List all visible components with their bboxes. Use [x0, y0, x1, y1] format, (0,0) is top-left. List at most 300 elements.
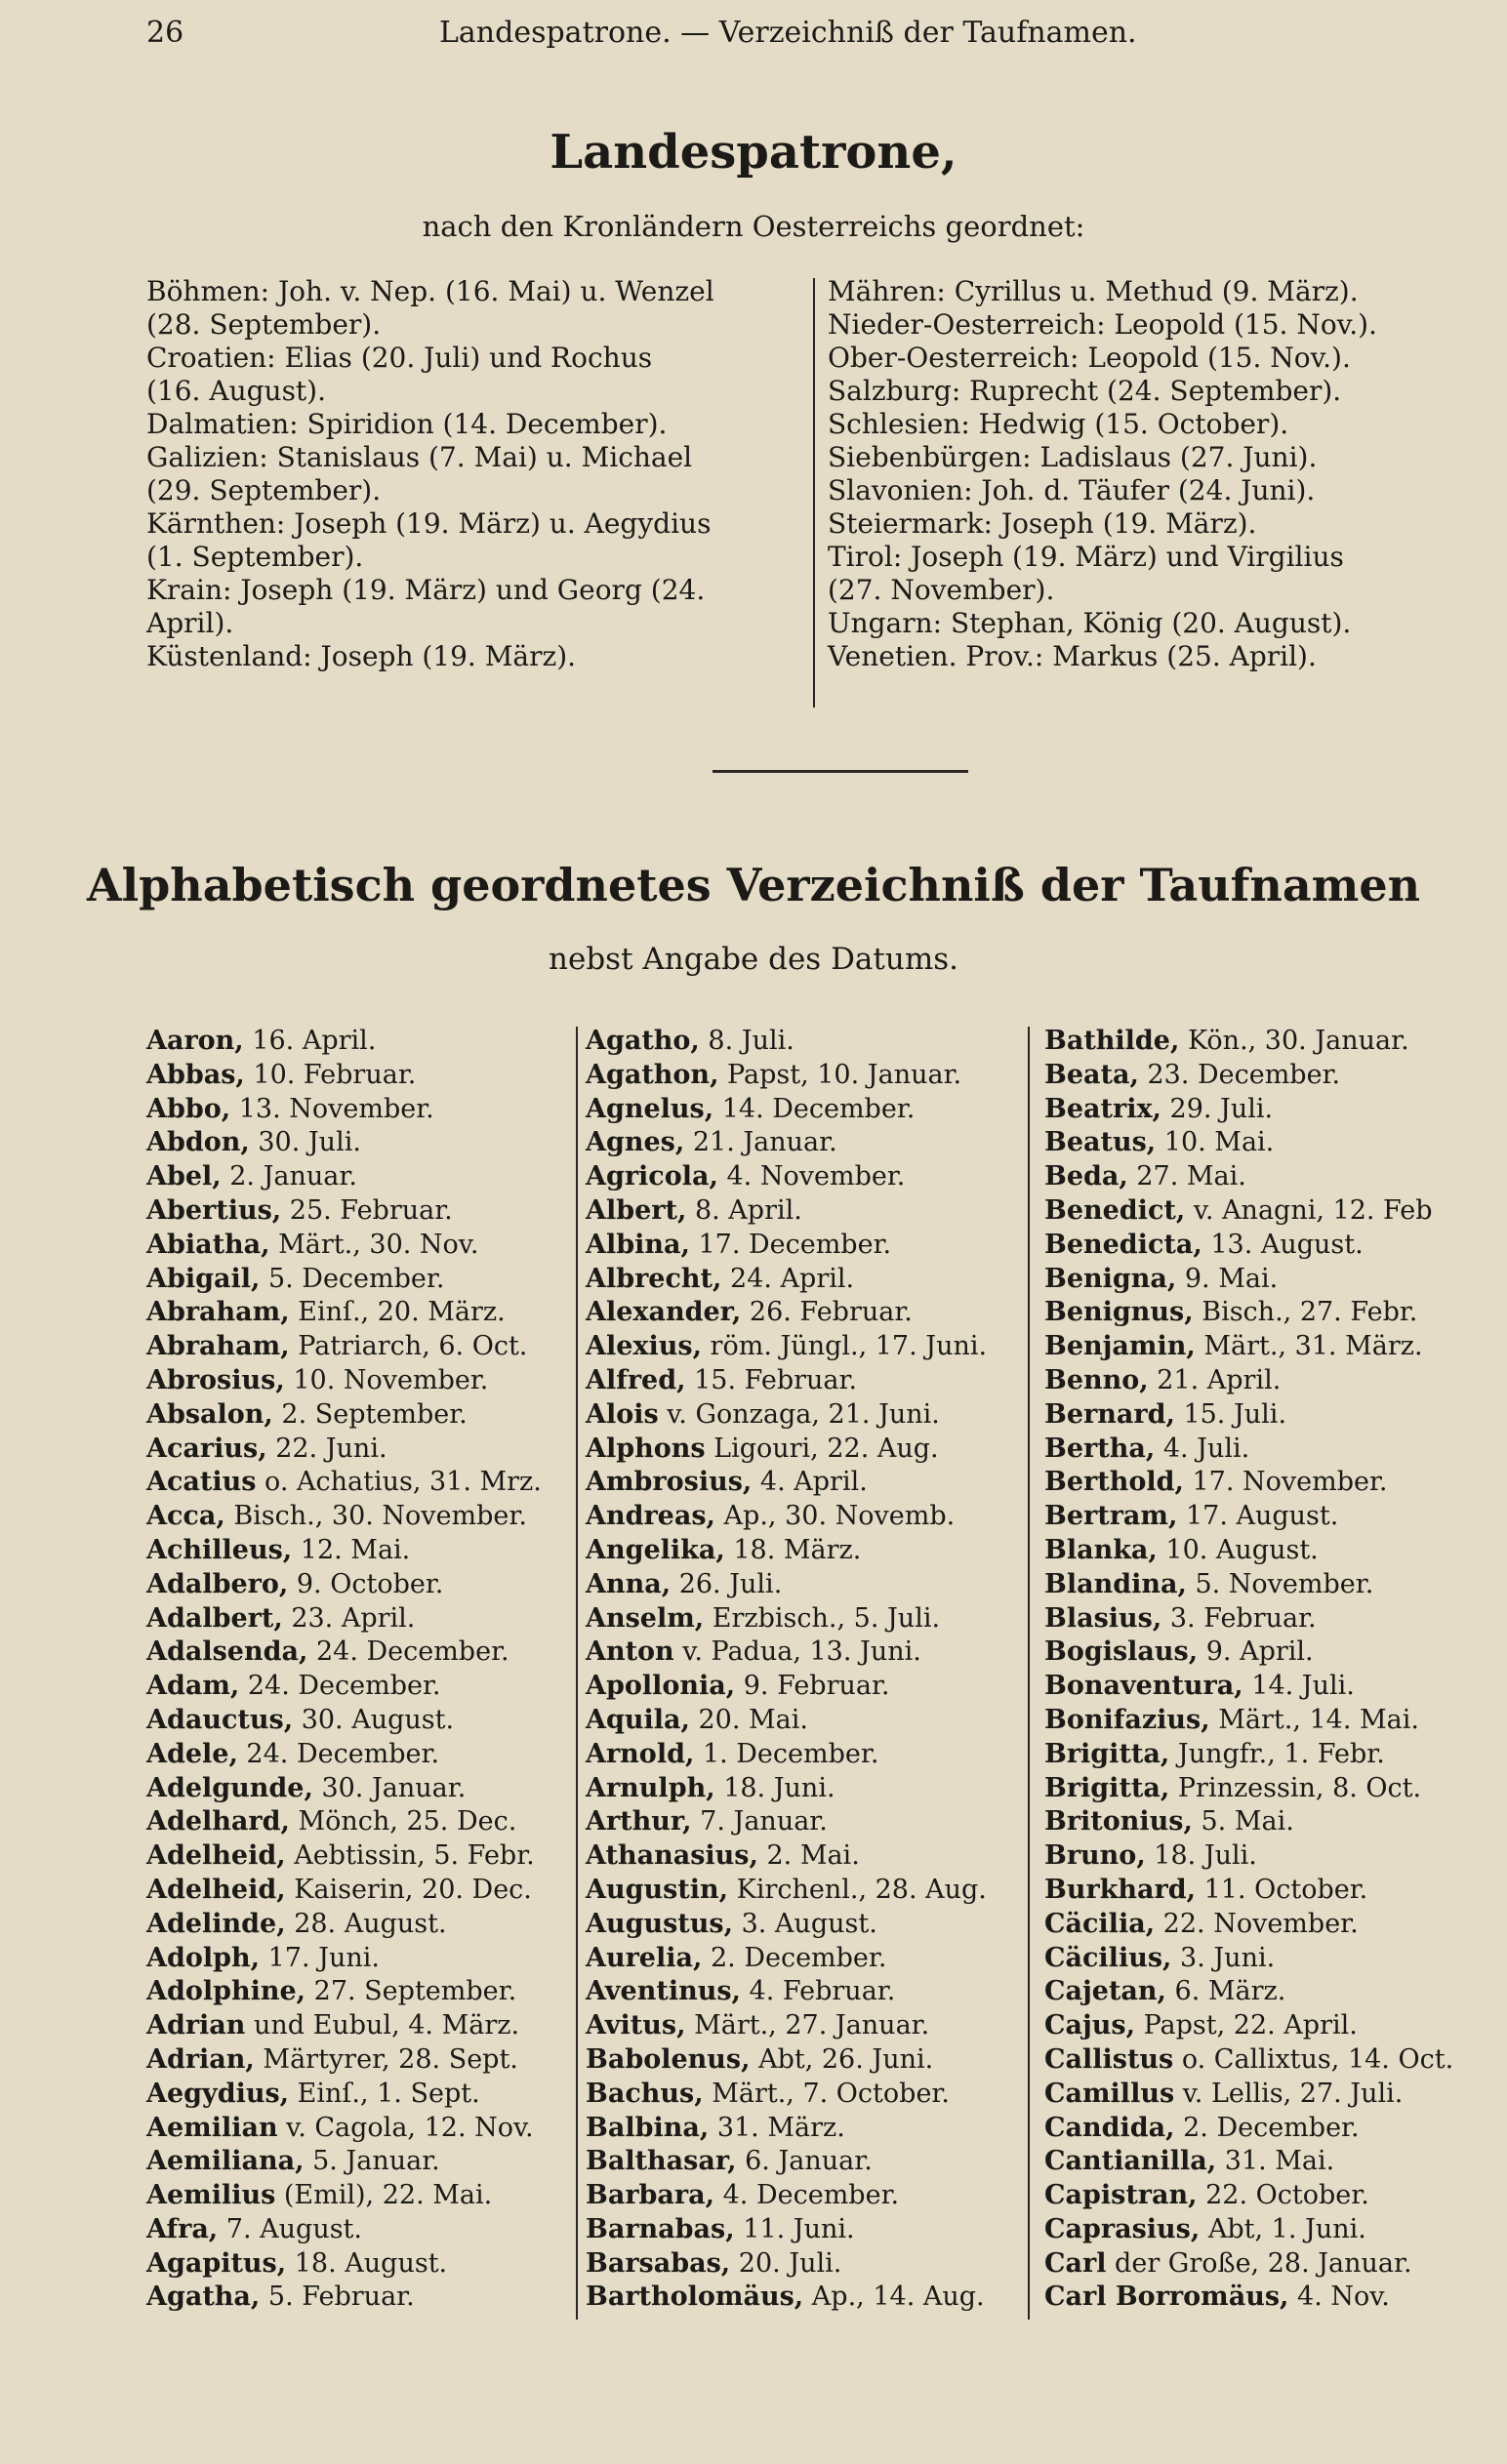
- register-entry: [1044, 1805, 1484, 1839]
- register-entry: [586, 1398, 1015, 1433]
- register-entry: [586, 1704, 1015, 1738]
- entry-name: Cäcilius,: [1044, 1942, 1172, 1973]
- register-entry: [1044, 2179, 1484, 2213]
- entry-name: Anton: [586, 1636, 674, 1668]
- register-entry: [1044, 1908, 1484, 1942]
- patron-line: Böhmen: Joh. v. Nep. (16. Mai) u. Wenzel: [146, 275, 714, 307]
- entry-date: Kaiserin, 20. Dec.: [285, 1874, 532, 1905]
- entry-date: 5. November.: [1186, 1568, 1374, 1599]
- patron-line: Tirol: Joseph (19. März) und Virgilius: [828, 541, 1344, 573]
- entry-date: Märt., 7. October.: [703, 2078, 950, 2109]
- register-entry: [1044, 1160, 1484, 1194]
- register-entry: [146, 1568, 576, 1602]
- entry-date: 23. April.: [282, 1602, 416, 1634]
- entry-name: Acca,: [146, 1501, 225, 1532]
- register-entry: [146, 1330, 576, 1364]
- entry-name: Anna,: [586, 1568, 672, 1599]
- register-entry: [1044, 1229, 1484, 1263]
- entry-name: Agnelus,: [586, 1093, 714, 1124]
- entry-name: Absalon,: [146, 1398, 273, 1430]
- entry-date: 4. December.: [714, 2180, 900, 2211]
- entry-name: Benedict,: [1044, 1194, 1186, 1226]
- register-entry: [586, 1942, 1015, 1976]
- entry-date: 22. October.: [1197, 2180, 1369, 2211]
- entry-date: 3. Juni.: [1171, 1942, 1276, 1973]
- running-header: [146, 10, 1493, 59]
- entry-date: 5. December.: [260, 1263, 445, 1294]
- entry-name: Bonifazius,: [1044, 1704, 1210, 1735]
- entry-date: 4. Nov.: [1288, 2282, 1390, 2313]
- entry-name: Adrian: [146, 2010, 246, 2041]
- entry-name: Augustus,: [586, 1908, 733, 1939]
- entry-name: Abraham,: [146, 1297, 290, 1328]
- entry-name: Alexius,: [586, 1331, 702, 1362]
- entry-date: 2. December.: [702, 1942, 887, 1973]
- entry-name: Burkhard,: [1044, 1874, 1197, 1905]
- register-entry: [1044, 2213, 1484, 2247]
- entry-date: 6. Januar.: [736, 2146, 873, 2177]
- entry-date: Aebtissin, 5. Febr.: [285, 1840, 535, 1872]
- entry-name: Brigitta,: [1044, 1738, 1170, 1769]
- register-entry: [146, 1398, 576, 1433]
- register-entry: [1044, 1126, 1484, 1160]
- entry-name: Aquila,: [586, 1704, 690, 1735]
- entry-date: Papst, 10. Januar.: [718, 1059, 962, 1090]
- register-entry: [146, 1364, 576, 1398]
- entry-date: Bisch., 27. Febr.: [1193, 1297, 1418, 1328]
- entry-date: 9. April.: [1198, 1636, 1314, 1668]
- entry-date: 1. December.: [694, 1738, 879, 1769]
- patron-line: Croatien: Elias (20. Juli) und Rochus: [146, 342, 653, 374]
- entry-date: 8. April.: [686, 1194, 802, 1226]
- register-entry: [586, 1194, 1015, 1229]
- entry-name: Benjamin,: [1044, 1331, 1196, 1362]
- entry-name: Bernard,: [1044, 1398, 1175, 1430]
- entry-name: Abbo,: [146, 1093, 231, 1124]
- entry-date: 4. April.: [752, 1467, 868, 1498]
- register-entry: [586, 1738, 1015, 1772]
- patron-line: (27. November).: [828, 574, 1055, 606]
- entry-date: Märt., 31. März.: [1195, 1331, 1423, 1362]
- entry-date: v. Gonzaga, 21. Juni.: [658, 1398, 940, 1430]
- entry-date: Erzbisch., 5. Juli.: [704, 1602, 941, 1634]
- entry-name: Blandina,: [1044, 1568, 1187, 1599]
- entry-date: 17. December.: [689, 1229, 892, 1260]
- entry-name: Bertha,: [1044, 1433, 1156, 1464]
- register-entry: [146, 2179, 576, 2213]
- entry-name: Acarius,: [146, 1433, 267, 1464]
- entry-name: Adelhard,: [146, 1806, 290, 1838]
- register-entry: [1044, 1059, 1484, 1093]
- entry-name: Abertius,: [146, 1194, 282, 1226]
- register-entry: [1044, 2112, 1484, 2146]
- entry-name: Abel,: [146, 1161, 222, 1192]
- register-entry: [146, 2145, 576, 2179]
- entry-date: 4. November.: [717, 1161, 906, 1192]
- entry-date: 14. Juli.: [1242, 1671, 1355, 1702]
- entry-name: Babolenus,: [586, 2043, 751, 2075]
- entry-date: 24. December.: [237, 1738, 440, 1769]
- entry-name: Alois: [586, 1398, 659, 1430]
- register-entry: [1044, 1874, 1484, 1908]
- patron-line: Krain: Joseph (19. März) und Georg (24.: [146, 574, 706, 606]
- entry-name: Arnold,: [586, 1738, 695, 1769]
- entry-date: 26. Juli.: [671, 1568, 783, 1599]
- patron-line: Dalmatien: Spiridion (14. December).: [146, 408, 668, 440]
- register-entry: [146, 1874, 576, 1908]
- entry-name: Adelgunde,: [146, 1772, 313, 1803]
- entry-date: 14. December.: [713, 1093, 916, 1124]
- entry-date: Einſ., 20. März.: [289, 1297, 506, 1328]
- entry-name: Callistus: [1044, 2043, 1174, 2075]
- entry-date: 11. October.: [1196, 1874, 1368, 1905]
- entry-name: Blasius,: [1044, 1602, 1162, 1634]
- entry-date: 21. Januar.: [684, 1127, 837, 1158]
- register-entry: [146, 2112, 576, 2146]
- entry-name: Berthold,: [1044, 1467, 1184, 1498]
- patron-line: Galizien: Stanislaus (7. Mai) u. Michael: [146, 441, 693, 473]
- entry-date: 2. Januar.: [221, 1161, 357, 1192]
- entry-name: Balbina,: [586, 2112, 710, 2143]
- running-title: Landespatrone. — Verzeichniß der Taufnamen.: [439, 16, 1137, 50]
- entry-name: Agatho,: [586, 1026, 700, 1056]
- entry-name: Apollonia,: [586, 1671, 736, 1702]
- register-entry: [1044, 2281, 1484, 2315]
- entry-date: 3. Februar.: [1161, 1602, 1317, 1634]
- entry-date: 5. Januar.: [304, 2146, 440, 2177]
- register-entry: [146, 1296, 576, 1330]
- entry-name: Aemilian: [146, 2112, 278, 2143]
- entry-date: 4. Februar.: [740, 1976, 896, 2007]
- entry-name: Agathon,: [586, 1059, 719, 1090]
- entry-date: 22. November.: [1155, 1908, 1359, 1939]
- patrons-subtitle: nach den Kronländern Oesterreichs geordnet:: [422, 210, 1085, 243]
- entry-date: Papst, 22. April.: [1134, 2010, 1358, 2041]
- register-entry: [146, 1160, 576, 1194]
- entry-date: 30. Juli.: [249, 1127, 361, 1158]
- register-entry: [146, 1839, 576, 1874]
- entry-name: Bruno,: [1044, 1840, 1146, 1872]
- register-entry: [146, 1126, 576, 1160]
- register-entry: [1044, 2043, 1484, 2078]
- entry-name: Bachus,: [586, 2078, 704, 2109]
- register-entry: [146, 1738, 576, 1772]
- register-entry: [586, 1126, 1015, 1160]
- entry-date: 24. December.: [307, 1636, 509, 1668]
- entry-name: Britonius,: [1044, 1806, 1193, 1838]
- entry-date: 10. Februar.: [244, 1059, 417, 1090]
- register-entry: [1044, 2078, 1484, 2112]
- register-entry: [586, 1025, 1015, 1059]
- entry-name: Aegydius,: [146, 2078, 290, 2109]
- entry-name: Barsabas,: [586, 2247, 731, 2279]
- register-entry: [586, 1874, 1015, 1908]
- entry-name: Adalsenda,: [146, 1636, 308, 1668]
- entry-name: Abdon,: [146, 1127, 250, 1158]
- entry-name: Blanka,: [1044, 1534, 1158, 1565]
- register-entry: [1044, 1772, 1484, 1806]
- patron-line: Mähren: Cyrillus u. Methud (9. März).: [828, 275, 1359, 307]
- entry-date: 9. October.: [288, 1568, 444, 1599]
- entry-date: und Eubul, 4. März.: [245, 2010, 520, 2041]
- entry-date: 9. Mai.: [1176, 1263, 1279, 1294]
- register-entry: [586, 2078, 1015, 2112]
- patron-line: (1. September).: [146, 541, 364, 573]
- entry-date: 18. März.: [724, 1534, 862, 1565]
- entry-date: Märt., 30. Nov.: [269, 1229, 479, 1260]
- register-entry: [1044, 1263, 1484, 1297]
- entry-date: o. Achatius, 31. Mrz.: [256, 1467, 542, 1498]
- register-entry: [586, 1296, 1015, 1330]
- entry-date: 10. Mai.: [1156, 1127, 1275, 1158]
- register-entry: [146, 2247, 576, 2282]
- register-entry: [146, 1466, 576, 1500]
- entry-date: 5. Februar.: [260, 2282, 415, 2313]
- register-title: Alphabetisch geordnetes Verzeichniß der Taufnamen: [86, 859, 1421, 911]
- register-entry: [146, 1093, 576, 1127]
- register-entry: [1044, 1534, 1484, 1568]
- register-entry: [1044, 1194, 1484, 1229]
- entry-date: 3. August.: [733, 1908, 877, 1939]
- entry-name: Avitus,: [586, 2010, 686, 2041]
- entry-date: 20. Juli.: [730, 2247, 842, 2279]
- entry-name: Bertram,: [1044, 1501, 1178, 1532]
- patron-line: (29. September).: [146, 474, 382, 506]
- register-entry: [146, 2009, 576, 2043]
- entry-date: Kirchenl., 28. Aug.: [728, 1874, 987, 1905]
- register-entry: [586, 2281, 1015, 2315]
- entry-date: Patriarch, 6. Oct.: [289, 1331, 528, 1362]
- entry-date: v. Cagola, 12. Nov.: [277, 2112, 534, 2143]
- entry-name: Benigna,: [1044, 1263, 1177, 1294]
- entry-name: Adolphine,: [146, 1976, 306, 2007]
- entry-date: 7. August.: [218, 2213, 362, 2244]
- patrons-divider: [813, 278, 815, 707]
- entry-name: Albina,: [586, 1229, 690, 1260]
- entry-name: Beatrix,: [1044, 1093, 1161, 1124]
- entry-date: 4. Juli.: [1155, 1433, 1250, 1464]
- entry-name: Abraham,: [146, 1331, 290, 1362]
- entry-date: Mönch, 25. Dec.: [289, 1806, 517, 1838]
- register-entry: [1044, 1398, 1484, 1433]
- register-entry: [586, 1500, 1015, 1534]
- patron-line: (16. August).: [146, 375, 327, 407]
- entry-name: Adelinde,: [146, 1908, 286, 1939]
- entry-date: 16. April.: [243, 1026, 377, 1056]
- entry-date: 30. Januar.: [312, 1772, 467, 1803]
- entry-date: 25. Februar.: [281, 1194, 453, 1226]
- entry-date: 23. December.: [1138, 1059, 1341, 1090]
- patron-line: Kärnthen: Joseph (19. März) u. Aegydius: [146, 507, 712, 540]
- entry-date: 2. September.: [272, 1398, 468, 1430]
- entry-name: Adelheid,: [146, 1840, 286, 1872]
- register-entry: [1044, 1839, 1484, 1874]
- register-entry: [586, 1364, 1015, 1398]
- patron-line: Steiermark: Joseph (19. März).: [828, 507, 1257, 540]
- entry-date: 15. Februar.: [685, 1364, 858, 1395]
- register-entry: [1044, 1670, 1484, 1704]
- entry-name: Abrosius,: [146, 1364, 285, 1395]
- register-entry: [1044, 1364, 1484, 1398]
- register-entry: [146, 1602, 576, 1636]
- entry-date: 17. Juni.: [260, 1942, 380, 1973]
- register-entry: [586, 2043, 1015, 2078]
- entry-name: Adelheid,: [146, 1874, 286, 1905]
- register-entry: [586, 2112, 1015, 2146]
- entry-name: Alexander,: [586, 1297, 742, 1328]
- entry-name: Adolph,: [146, 1942, 261, 1973]
- register-entry: [146, 1772, 576, 1806]
- patron-line: Salzburg: Ruprecht (24. September).: [828, 375, 1342, 407]
- register-entry: [146, 1433, 576, 1467]
- entry-date: 18. August.: [286, 2247, 448, 2279]
- register-entry: [1044, 2247, 1484, 2282]
- entry-name: Abbas,: [146, 1059, 245, 1090]
- entry-date: v. Anagni, 12. Feb: [1185, 1194, 1433, 1226]
- entry-name: Candida,: [1044, 2112, 1175, 2143]
- register-entry: [146, 2213, 576, 2247]
- entry-date: v. Lellis, 27. Juli.: [1174, 2078, 1404, 2109]
- entry-name: Aemiliana,: [146, 2146, 305, 2177]
- patron-line: Schlesien: Hedwig (15. October).: [828, 408, 1289, 440]
- register-entry: [586, 1908, 1015, 1942]
- entry-date: 17. August.: [1177, 1501, 1339, 1532]
- register-column-3: [1044, 1025, 1484, 2315]
- register-entry: [146, 1194, 576, 1229]
- entry-name: Bartholomäus,: [586, 2282, 804, 2313]
- register-entry: [1044, 1330, 1484, 1364]
- entry-date: 11. Juni.: [734, 2213, 855, 2244]
- entry-date: 28. August.: [285, 1908, 447, 1939]
- entry-name: Adele,: [146, 1738, 238, 1769]
- patron-line: Siebenbürgen: Ladislaus (27. Juni).: [828, 441, 1318, 473]
- register-subtitle: nebst Angabe des Datums.: [549, 942, 958, 977]
- entry-name: Aaron,: [146, 1026, 244, 1056]
- entry-name: Agapitus,: [146, 2247, 287, 2279]
- entry-date: Einſ., 1. Sept.: [289, 2078, 480, 2109]
- register-entry: [146, 2043, 576, 2078]
- register-entry: [586, 2179, 1015, 2213]
- section-rule: [713, 770, 968, 773]
- entry-date: 9. Februar.: [735, 1671, 890, 1702]
- register-entry: [146, 1942, 576, 1976]
- register-entry: [586, 1160, 1015, 1194]
- register-entry: [586, 2213, 1015, 2247]
- register-entry: [586, 1839, 1015, 1874]
- entry-name: Angelika,: [586, 1534, 725, 1565]
- register-entry: [586, 1433, 1015, 1467]
- entry-name: Anselm,: [586, 1602, 705, 1634]
- patron-line: (28. September).: [146, 308, 382, 341]
- entry-name: Beatus,: [1044, 1127, 1157, 1158]
- patron-line: Ober-Oesterreich: Leopold (15. Nov.).: [828, 342, 1351, 374]
- register-entry: [1044, 1025, 1484, 1059]
- entry-date: der Große, 28. Januar.: [1106, 2247, 1412, 2279]
- entry-name: Achilleus,: [146, 1534, 293, 1565]
- register-entry: [586, 1093, 1015, 1127]
- patron-line: April).: [146, 607, 234, 639]
- entry-name: Adrian,: [146, 2043, 255, 2075]
- register-entry: [146, 1805, 576, 1839]
- entry-name: Arnulph,: [586, 1772, 715, 1803]
- column-divider: [576, 1027, 578, 2320]
- entry-name: Alfred,: [586, 1364, 686, 1395]
- entry-date: 17. November.: [1183, 1467, 1388, 1498]
- entry-date: Ligouri, 22. Aug.: [705, 1433, 939, 1464]
- entry-date: 31. März.: [709, 2112, 845, 2143]
- register-entry: [146, 1975, 576, 2009]
- entry-date: Abt, 1. Juni.: [1200, 2213, 1366, 2244]
- register-entry: [586, 1772, 1015, 1806]
- entry-date: 7. Januar.: [691, 1806, 828, 1838]
- entry-date: Abt, 26. Juni.: [750, 2043, 934, 2075]
- register-column-1: [146, 1025, 576, 2315]
- entry-name: Cajetan,: [1044, 1976, 1166, 2007]
- register-entry: [586, 1568, 1015, 1602]
- register-entry: [1044, 1975, 1484, 2009]
- patron-line: Ungarn: Stephan, König (20. August).: [828, 607, 1352, 639]
- entry-name: Beda,: [1044, 1161, 1128, 1192]
- register-entry: [1044, 1704, 1484, 1738]
- entry-name: Carl Borromäus,: [1044, 2282, 1289, 2313]
- register-entry: [586, 1670, 1015, 1704]
- entry-date: o. Callixtus, 14. Oct.: [1173, 2043, 1454, 2075]
- patron-line: Slavonien: Joh. d. Täufer (24. Juni).: [828, 474, 1316, 506]
- entry-name: Cantianilla,: [1044, 2146, 1217, 2177]
- entry-date: 27. Mai.: [1127, 1161, 1246, 1192]
- entry-name: Balthasar,: [586, 2146, 737, 2177]
- register-entry: [146, 1229, 576, 1263]
- register-entry: [586, 1636, 1015, 1670]
- register-entry: [1044, 1602, 1484, 1636]
- register-entry: [146, 1059, 576, 1093]
- entry-date: Prinzessin, 8. Oct.: [1169, 1772, 1422, 1803]
- entry-name: Ambrosius,: [586, 1467, 753, 1498]
- register-entry: [586, 2247, 1015, 2282]
- register-entry: [1044, 1738, 1484, 1772]
- entry-date: 18. Juli.: [1145, 1840, 1257, 1872]
- entry-date: 20. Mai.: [689, 1704, 808, 1735]
- patron-line: Küstenland: Joseph (19. März).: [146, 640, 577, 672]
- entry-name: Capistran,: [1044, 2180, 1198, 2211]
- entry-date: (Emil), 22. Mai.: [275, 2180, 493, 2211]
- register-entry: [146, 1908, 576, 1942]
- entry-date: 31. Mai.: [1216, 2146, 1335, 2177]
- entry-name: Benno,: [1044, 1364, 1149, 1395]
- entry-name: Benedicta,: [1044, 1229, 1202, 1260]
- entry-name: Barbara,: [586, 2180, 715, 2211]
- register-entry: [146, 2078, 576, 2112]
- register-entry: [1044, 1433, 1484, 1467]
- entry-name: Aemilius: [146, 2180, 276, 2211]
- entry-date: 2. Mai.: [757, 1840, 860, 1872]
- register-entry: [146, 2281, 576, 2315]
- register-entry: [1044, 2009, 1484, 2043]
- entry-date: 12. Mai.: [292, 1534, 411, 1565]
- register-entry: [1044, 1636, 1484, 1670]
- entry-name: Carl: [1044, 2247, 1107, 2279]
- entry-name: Adalbero,: [146, 1568, 289, 1599]
- entry-name: Cajus,: [1044, 2010, 1135, 2041]
- entry-name: Adalbert,: [146, 1602, 283, 1634]
- entry-name: Agatha,: [146, 2282, 261, 2313]
- entry-date: 18. Juni.: [714, 1772, 835, 1803]
- register-entry: [146, 1670, 576, 1704]
- entry-date: Ap., 30. Novemb.: [714, 1501, 956, 1532]
- entry-date: 5. Mai.: [1192, 1806, 1294, 1838]
- patrons-left-column: [146, 275, 810, 673]
- entry-name: Adam,: [146, 1671, 240, 1702]
